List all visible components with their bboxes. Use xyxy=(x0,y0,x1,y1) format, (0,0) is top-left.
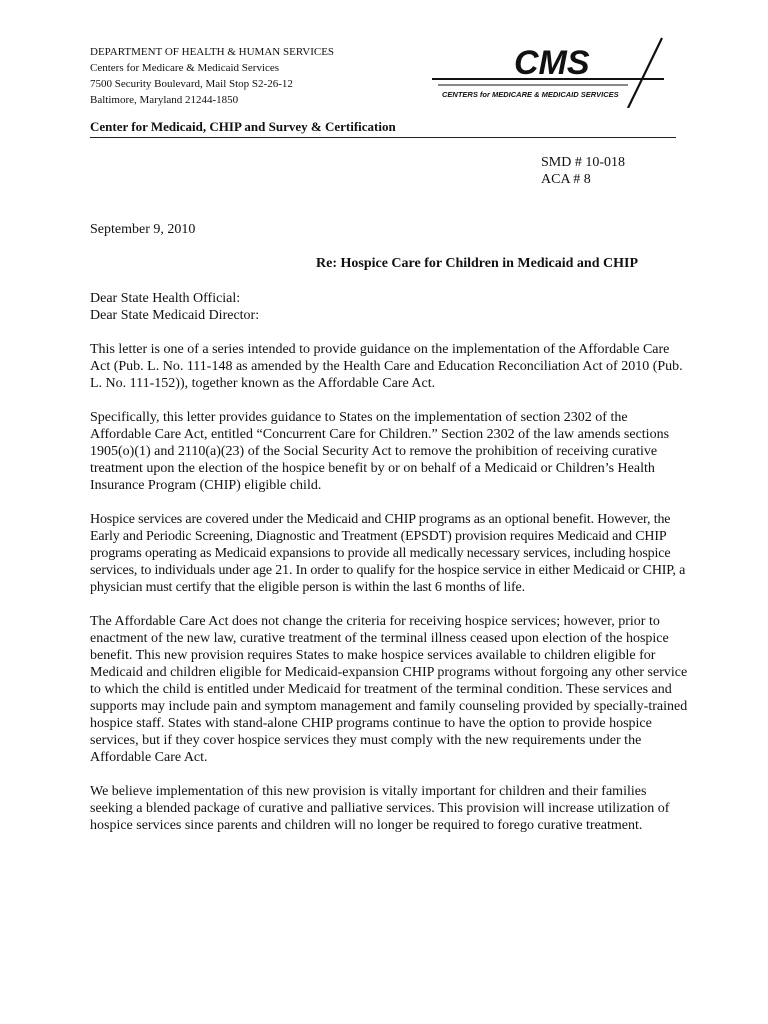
paragraph-section-2302: Specifically, this letter provides guidance to States on the implementation of section 2302 of the Affordable Care Act, entitled “Concurrent Care for Children.” Section 2302 of the law amends sections 1905(o)(1) and 2110(a)(23) of the Social Security Act to remove the prohibition of receiving curative treatment upon the election of the hospice benefit by or on behalf of a Medicaid or Children’s Health Insurance Program (CHIP) eligible child. xyxy=(90,410,670,493)
paragraph-hospice-coverage: Hospice services are covered under the Medicaid and CHIP programs as an optional benefit. However, the Early and Periodic Screening, Diagnostic and Treatment (EPSDT) provision requires Medicaid and CHIP programs operating as Medicaid expansions to provide all medically necessary services, including hospice services, to individuals under age 21. In order to qualify for the hospice service in either Medicaid or CHIP, a physician must certify that the eligible person is within the last 6 months of life. xyxy=(90,512,686,595)
letter-date: September 9, 2010 xyxy=(90,222,196,237)
header-divider xyxy=(90,137,676,138)
reference-numbers xyxy=(541,154,625,188)
aca-number: ACA # 8 xyxy=(541,172,591,187)
agency-address-block xyxy=(90,44,334,108)
paragraph-criteria: The Affordable Care Act does not change the criteria for receiving hospice services; however, prior to enactment of the new law, curative treatment of the terminal illness ceased upon election of the hospice benefit. This new provision requires States to make hospice services available to children eligible for Medicaid and children eligible for Medicaid-expansion CHIP programs without forgoing any other service to which the child is entitled under Medicaid for treatment of the terminal condition. These services and supports may include pain and symptom management and family counseling provided by specially-trained hospice staff. States with stand-alone CHIP programs continue to have the option to provide hospice services, but if they cover hospice services they must comply with the new requirements under the Affordable Care Act. xyxy=(90,614,688,765)
paragraph-intro: This letter is one of a series intended to provide guidance on the implementation of the Affordable Care Act (Pub. L. No. 111-148 as amended by the Health Care and Education Reconciliation Act of 2010 (Pub. L. No. 111-152)), together known as the Affordable Care Act. xyxy=(90,342,683,391)
center-name: Center for Medicaid, CHIP and Survey & Certification xyxy=(90,119,396,134)
department-name: DEPARTMENT OF HEALTH & HUMAN SERVICES xyxy=(90,46,335,58)
agency-name: Centers for Medicare & Medicaid Services xyxy=(90,62,280,74)
cms-logo-tagline: CENTERS for MEDICARE & MEDICAID SERVICES xyxy=(442,90,619,99)
salutation-health-official: Dear State Health Official: xyxy=(90,291,241,306)
street-address: 7500 Security Boulevard, Mail Stop S2-26-12 xyxy=(90,78,293,90)
paragraph-importance: We believe implementation of this new provision is vitally important for children and their families seeking a blended package of curative and palliative services. This provision will increase utilization of hospice services since parents and children will no longer be required to forego curative treatment. xyxy=(90,784,670,833)
letter-body xyxy=(90,290,690,851)
salutation-medicaid-director: Dear State Medicaid Director: xyxy=(90,308,260,323)
city-address: Baltimore, Maryland 21244-1850 xyxy=(90,94,239,106)
cms-logo-text: CMS xyxy=(514,44,590,82)
cms-logo xyxy=(432,36,682,108)
subject-line: Re: Hospice Care for Children in Medicaid and CHIP xyxy=(316,256,638,271)
smd-number: SMD # 10-018 xyxy=(541,155,626,170)
